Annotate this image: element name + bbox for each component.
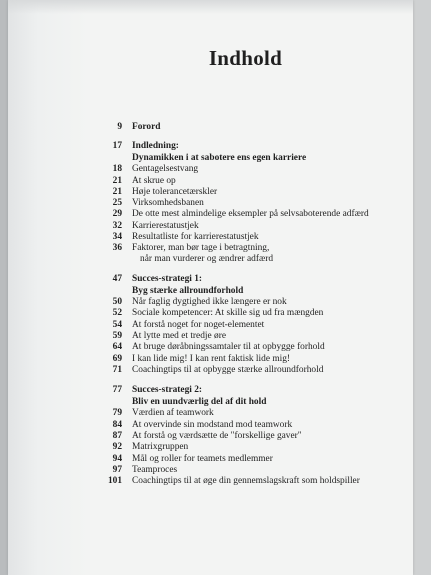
toc-entry-title: Coachingtips til at opbygge stærke allroundforhold (132, 365, 324, 375)
toc-entry-title: At forstå og værdsætte de "forskellige gaver" (132, 431, 302, 441)
toc-page-number: 71 (112, 365, 122, 375)
toc-page-number: 32 (112, 221, 122, 231)
toc-entry-title: Byg stærke allroundforhold (132, 286, 244, 296)
toc-entry-title: Indledning: (132, 141, 179, 151)
page-shadow (8, 0, 413, 14)
toc-page-number: 87 (112, 431, 122, 441)
toc-entry-title: Dynamikken i at sabotere ens egen karriere (132, 153, 307, 163)
toc-entry-title: Forord (132, 122, 161, 132)
toc-entry-title: Matrixgruppen (132, 442, 189, 452)
toc-entry-title: Succes-strategi 2: (132, 385, 203, 395)
toc-page-number: 79 (112, 408, 122, 418)
toc-page-number: 94 (112, 454, 122, 464)
toc-page-number: 52 (112, 308, 122, 318)
toc-entry-title: I kan lide mig! I kan rent faktisk lide mig! (132, 354, 291, 364)
toc-entry-title: At overvinde sin modstand mod teamwork (132, 420, 293, 430)
toc-entry-title: Gentagelsestvang (132, 164, 199, 174)
toc-page-number: 36 (112, 243, 122, 253)
toc-entry-title: Når faglig dygtighed ikke længere er nok (132, 297, 287, 307)
toc-page-number: 59 (112, 331, 122, 341)
toc-page-number: 17 (112, 141, 122, 151)
page-title: Indhold (208, 46, 283, 70)
toc-page-number: 21 (112, 187, 122, 197)
toc-page-number: 64 (112, 342, 122, 352)
toc-page-number: 54 (112, 320, 122, 330)
toc-entry-title: når man vurderer og ændrer adfærd (140, 254, 274, 264)
toc-page-number: 34 (112, 232, 122, 242)
table-surface (0, 0, 8, 575)
toc-page-number: 69 (112, 354, 122, 364)
toc-page-number: 25 (112, 198, 122, 208)
toc-page-number: 77 (112, 385, 122, 395)
toc-entry-title: Succes-strategi 1: (132, 274, 203, 284)
toc-entry-title: Værdien af teamwork (132, 408, 214, 418)
toc-entry-title: At lytte med et tredje øre (132, 331, 226, 341)
toc-page-number: 101 (107, 476, 122, 486)
toc-entry-title: Høje tolerancetærskler (132, 187, 218, 197)
toc-entry-title: At forstå noget for noget-elementet (132, 320, 265, 330)
toc-page-number: 18 (112, 164, 122, 174)
toc-page-number: 47 (112, 274, 122, 284)
toc-page-number: 97 (112, 465, 122, 475)
toc-entry-title: Bliv en uundværlig del af dit hold (132, 397, 267, 407)
toc-entry-title: De otte mest almindelige eksempler på selvsaboterende adfærd (132, 209, 369, 219)
toc-entry-title: Virksomhedsbanen (132, 198, 204, 208)
toc-page-number: 21 (112, 176, 122, 186)
toc-entry-title: Karrierestatustjek (132, 221, 199, 231)
toc-entry-title: At skrue op (132, 176, 176, 186)
toc-entry-title: Faktorer, man bør tage i betragtning, (132, 243, 270, 253)
toc-page-number: 9 (117, 122, 122, 132)
toc-entry-title: Sociale kompetencer: At skille sig ud fra mængden (132, 308, 324, 318)
toc-page-number: 29 (112, 209, 122, 219)
toc-entry-title: At bruge døråbningssamtaler til at opbygge forhold (132, 342, 325, 352)
toc-page-number: 50 (112, 297, 122, 307)
toc-entry-title: Teamproces (132, 465, 178, 475)
toc-entry-title: Coachingtips til at øge din gennemslagskraft som holdspiller (132, 476, 360, 486)
toc-entry-title: Resultatliste for karrierestatustjek (132, 232, 259, 242)
toc-page-number: 84 (112, 420, 122, 430)
toc-page-number: 92 (112, 442, 122, 452)
toc-entry-title: Mål og roller for teamets medlemmer (132, 454, 273, 464)
